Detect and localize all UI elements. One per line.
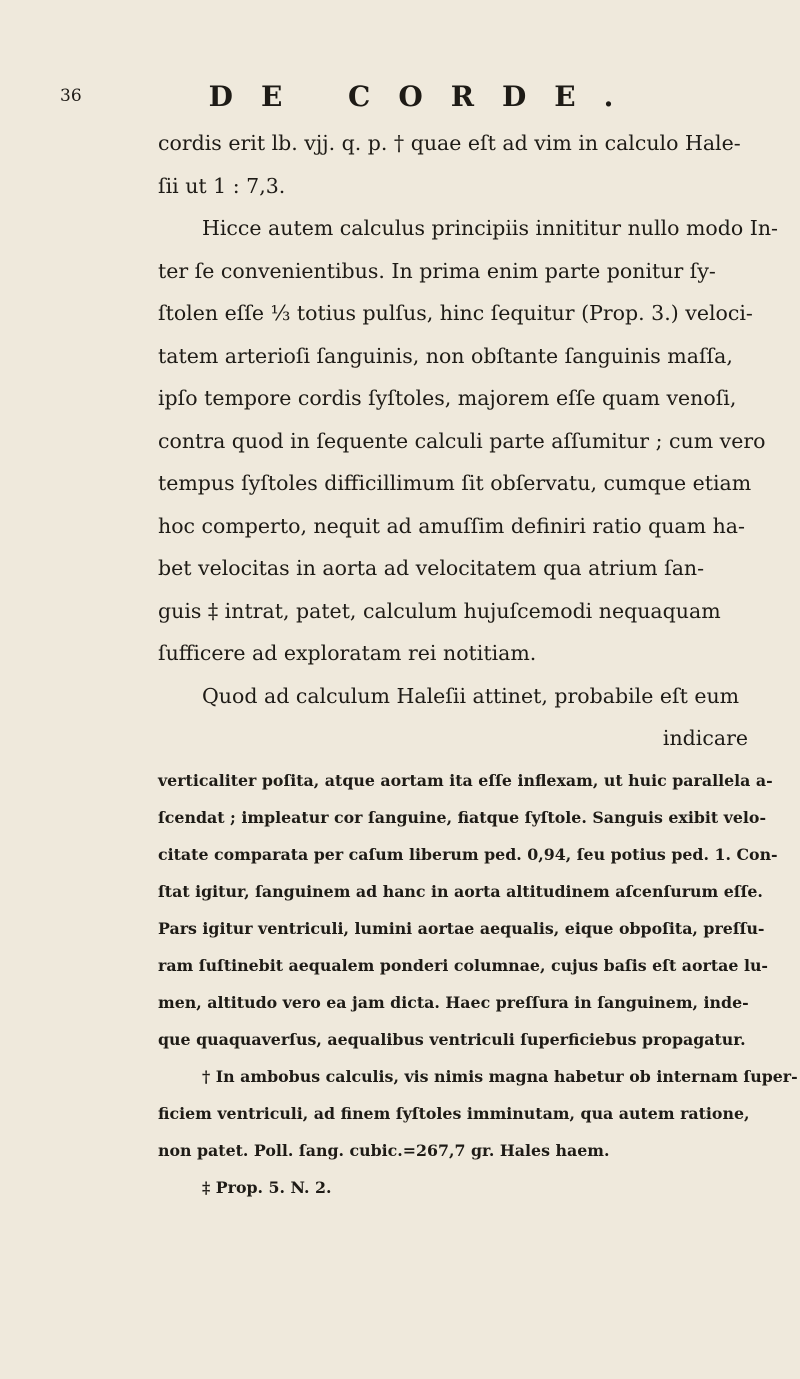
note-line: Pars igitur ventriculi, lumini aortae aequalis, eique obpoſita, preſſu- — [158, 919, 765, 938]
note-line: ‡ Prop. 5. N. 2. — [202, 1178, 332, 1197]
catchword: indicare — [662, 726, 748, 750]
note-line: que quaquaverſus, aequalibus ventriculi ſuperficiebus propagatur. — [158, 1030, 746, 1049]
text-line: cordis erit lb. vjj. q. p. † quae eſt ad vim in calculo Hale- — [158, 131, 741, 155]
text-line: bet velocitas in aorta ad velocitatem qua atrium ſan- — [158, 556, 705, 580]
text-line: hoc comperto, nequit ad amuſſim definiri ratio quam ha- — [158, 513, 745, 538]
running-head: DE CORDE. — [208, 80, 642, 113]
note-line: non patet. Poll. ſang. cubic.=267,7 gr. Hales haem. — [158, 1141, 610, 1160]
text-line: tatem arterioſi ſanguinis, non obſtante ſanguinis maſſa, — [158, 343, 733, 368]
note-line: verticaliter poſita, atque aortam ita eſſe inflexam, ut huic parallela a- — [158, 771, 773, 790]
text-line: ſtolen eſſe ⅓ totius pulſus, hinc ſequitur (Prop. 3.) veloci- — [158, 301, 753, 325]
text-line: ſufficere ad exploratam rei notitiam. — [158, 641, 537, 665]
note-line: ficiem ventriculi, ad finem ſyſtoles imminutam, qua autem ratione, — [158, 1104, 750, 1123]
text-line: tempus ſyſtoles difficillimum ſit obſervatu, cumque etiam — [158, 471, 752, 495]
text-line: guis ‡ intrat, patet, calculum hujuſcemodi nequaquam — [158, 598, 721, 623]
note-line: ſtat igitur, ſanguinem ad hanc in aorta altitudinem aſcenſurum eſſe. — [158, 882, 763, 901]
text-line: ipſo tempore cordis ſyſtoles, majorem eſſe quam venoſi, — [158, 386, 737, 410]
page-header — [60, 80, 750, 120]
note-line: men, altitudo vero ea jam dicta. Haec preſſura in ſanguinem, inde- — [158, 993, 749, 1012]
text-line: Quod ad calculum Haleſii attinet, probabile eſt eum — [202, 683, 740, 708]
footnotes — [158, 762, 798, 1206]
text-line: Hicce autem calculus principiis innititur nullo modo In- — [202, 216, 778, 240]
text-line: ſii ut 1 : 7,3. — [158, 173, 286, 198]
note-line: † In ambobus calculis, vis nimis magna habetur ob internam ſuper- — [202, 1067, 798, 1086]
note-line: ram ſuſtinebit aequalem ponderi columnae, cujus baſis eſt aortae lu- — [158, 956, 768, 975]
text-line: contra quod in ſequente calculi parte aſſumitur ; cum vero — [158, 428, 766, 453]
note-line: citate comparata per caſum liberum ped. 0,94, ſeu potius ped. 1. Con- — [158, 845, 778, 864]
text-line: ter ſe convenientibus. In prima enim parte ponitur ſy- — [158, 258, 716, 283]
note-line: ſcendat ; impleatur cor ſanguine, fiatque ſyſtole. Sanguis exibit velo- — [158, 808, 767, 827]
page-number: 36 — [60, 86, 82, 106]
main-text — [158, 122, 778, 760]
